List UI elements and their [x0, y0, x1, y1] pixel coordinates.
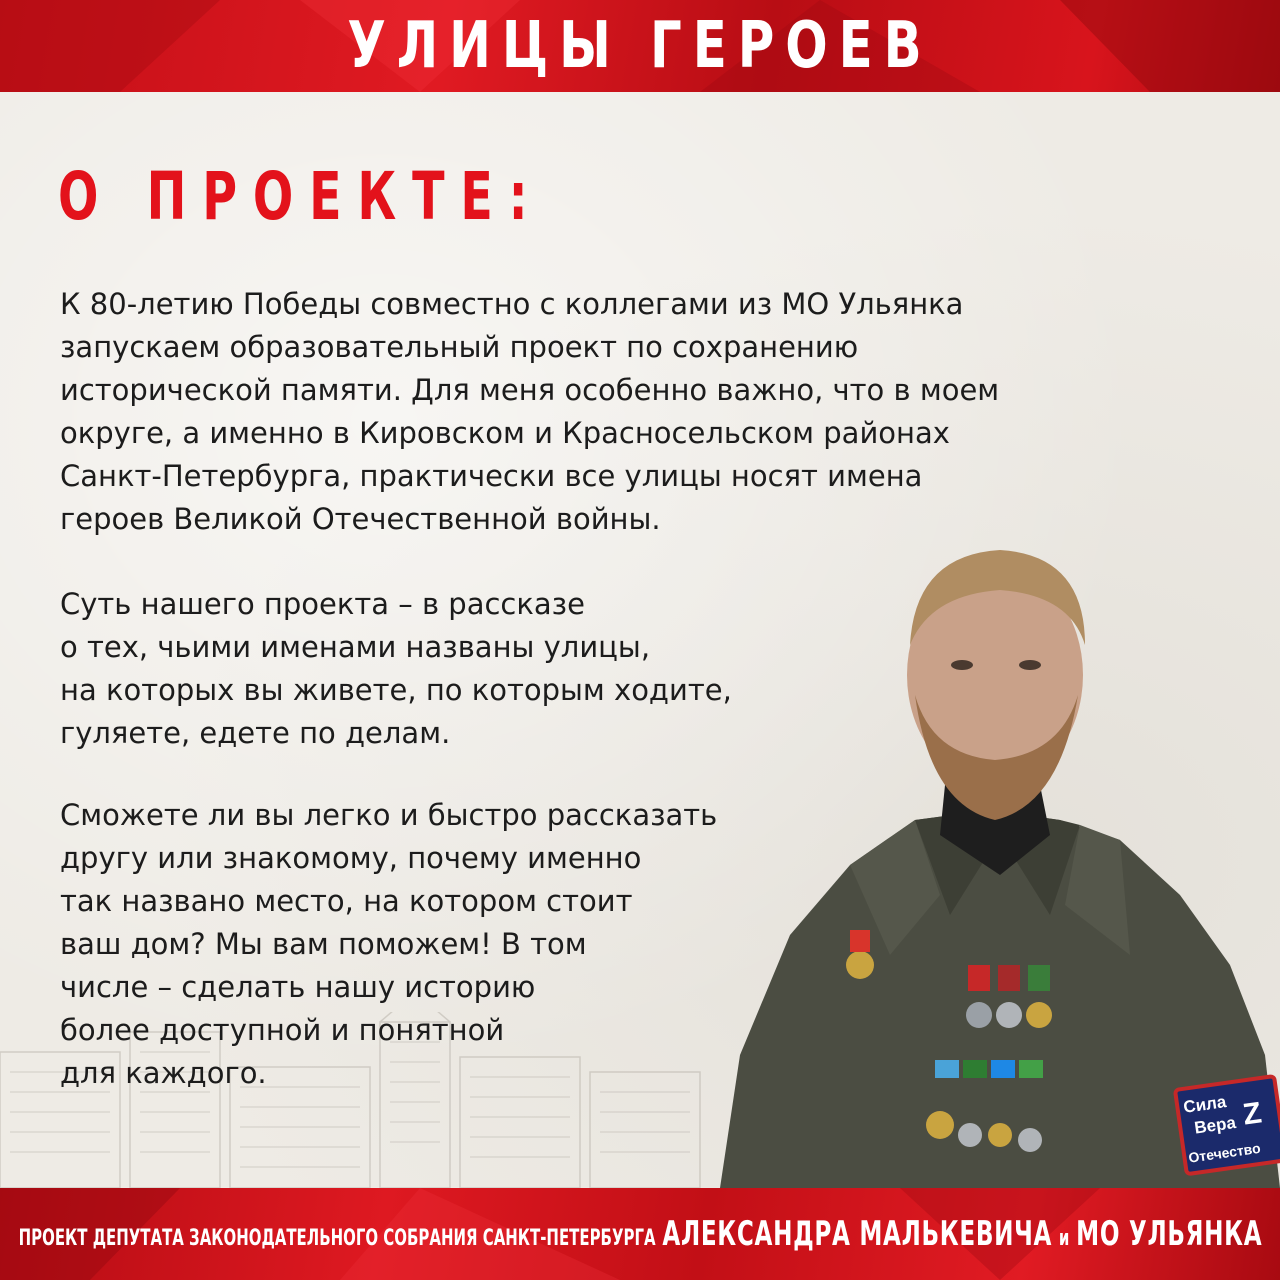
- paragraph-intro: [60, 283, 999, 541]
- patch-line-3: Отечество: [1187, 1139, 1262, 1166]
- portrait-photo: [700, 535, 1280, 1188]
- paragraph-line: К 80-летию Победы совместно с коллегами из МО Ульянка: [60, 287, 964, 321]
- patch-z-mark: Z: [1240, 1096, 1264, 1132]
- paragraph-line: гуляете, едете по делам.: [60, 716, 451, 750]
- patch-line-2: Вера: [1193, 1112, 1237, 1138]
- footer-org: МО УЛЬЯНКА: [1075, 1214, 1262, 1254]
- paragraph-line: Сможете ли вы легко и быстро рассказать: [60, 798, 718, 832]
- paragraph-line: исторической памяти. Для меня особенно важно, что в моем: [60, 373, 1000, 407]
- sleeve-patch: [1175, 1076, 1280, 1174]
- paragraph-essence: [60, 583, 732, 755]
- footer-conj: и: [1058, 1226, 1069, 1251]
- patch-line-1: Сила: [1182, 1092, 1228, 1117]
- paragraph-line: Санкт-Петербурга, практически все улицы носят имена: [60, 459, 923, 493]
- paragraph-line: запускаем образовательный проект по сохранению: [60, 330, 859, 364]
- paragraph-question: [60, 794, 717, 1095]
- paragraph-line: другу или знакомому, почему именно: [60, 841, 642, 875]
- paragraph-line: округе, а именно в Кировском и Красносельском районах: [60, 416, 950, 450]
- header-title: УЛИЦЫ ГЕРОЕВ: [347, 9, 933, 83]
- paragraph-line: более доступной и понятной: [60, 1013, 505, 1047]
- footer-prefix: ПРОЕКТ ДЕПУТАТА ЗАКОНОДАТЕЛЬНОГО СОБРАНИЯ САНКТ-ПЕТЕРБУРГА: [18, 1226, 656, 1251]
- paragraph-line: ваш дом? Мы вам поможем! В том: [60, 927, 587, 961]
- paragraph-line: числе – сделать нашу историю: [60, 970, 536, 1004]
- paragraph-line: на которых вы живете, по которым ходите,: [60, 673, 732, 707]
- paragraph-line: для каждого.: [60, 1056, 267, 1090]
- footer-banner: [0, 1188, 1280, 1280]
- header-banner: [0, 0, 1280, 92]
- paragraph-line: так названо место, на котором стоит: [60, 884, 633, 918]
- section-title: О ПРОЕКТЕ:: [58, 158, 544, 235]
- paragraph-line: героев Великой Отечественной войны.: [60, 502, 661, 536]
- footer-name: АЛЕКСАНДРА МАЛЬКЕВИЧА: [661, 1214, 1052, 1254]
- paragraph-line: о тех, чьими именами названы улицы,: [60, 630, 651, 664]
- paragraph-line: Суть нашего проекта – в рассказе: [60, 587, 585, 621]
